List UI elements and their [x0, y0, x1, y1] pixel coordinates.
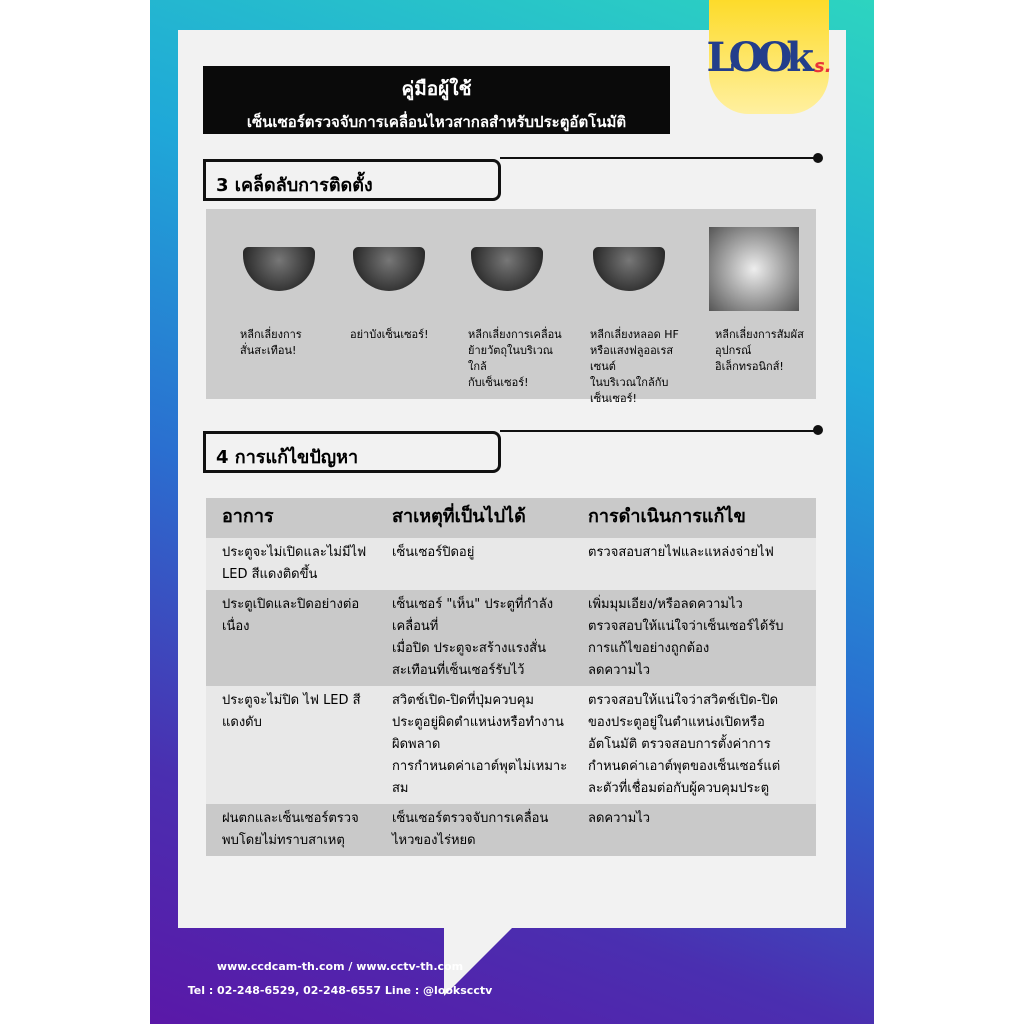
sensor-moving-objects-icon: [444, 229, 569, 309]
troubleshooting-table: [206, 498, 816, 856]
cell-line: ลดความไว: [588, 663, 651, 678]
cell-line: สม: [392, 781, 409, 796]
caption-line: หลีกเลี่ยงการ: [240, 328, 302, 341]
page-title: คู่มือผู้ใช้: [401, 78, 472, 100]
electronics-icon: [691, 229, 816, 309]
table-row: [206, 804, 816, 856]
caption-line: อย่าบังเซ็นเซอร์!: [350, 328, 429, 341]
cell-line: ละตัวที่เชื่อมต่อกับผู้ควบคุมประตู: [588, 781, 770, 796]
caption-line: อุปกรณ์อิเล็กทรอนิกส์!: [715, 344, 784, 373]
caption-line: หลีกเลี่ยงการเคลื่อน: [468, 328, 562, 341]
cell-line: การแก้ไขอย่างถูกต้อง: [588, 641, 710, 656]
section-title-troubleshooting: 4 การแก้ไขปัญหา: [203, 431, 501, 473]
divider-dot: [813, 153, 823, 163]
tip-caption: [216, 327, 341, 359]
header-symptom: อาการ: [222, 506, 274, 527]
cell-line: เคลื่อนที่: [392, 619, 439, 634]
cell-line: กำหนดค่าเอาต์พุตของเซ็นเซอร์แต่: [588, 759, 781, 774]
caption-line: หลีกเลี่ยงหลอด HF: [590, 328, 679, 341]
cause-cell: [376, 538, 578, 590]
cell-line: ไหวของไร่หยด: [392, 833, 476, 848]
header-banner: [203, 66, 670, 134]
cell-line: ของประตูอยู่ในตำแหน่งเปิดหรือ: [588, 715, 765, 730]
page-subtitle: เซ็นเซอร์ตรวจจับการเคลื่อนไหวสากลสำหรับประตูอัตโนมัติ: [246, 113, 627, 131]
action-cell: [578, 590, 816, 686]
table-row: [206, 590, 816, 686]
header-action: การดำเนินการแก้ไข: [588, 506, 746, 527]
cell-line: เมื่อปิด ประตูจะสร้างแรงสั่น: [392, 641, 547, 656]
table-row: [206, 538, 816, 590]
table-header: [206, 498, 816, 538]
caption-line: หรือแสงฟลูออเรสเซนต์: [590, 344, 674, 373]
cell-line: เซ็นเซอร์ "เห็น" ประตูที่กำลัง: [392, 597, 554, 612]
symptom-cell: [206, 804, 376, 856]
cell-line: สะเทือนที่เซ็นเซอร์รับไว้: [392, 663, 525, 678]
caption-line: กับเซ็นเซอร์!: [468, 376, 529, 389]
caption-line: ย้ายวัตถุในบริเวณใกล้: [468, 344, 553, 373]
tip-caption: [326, 327, 451, 343]
tip-item: [326, 229, 451, 343]
sensor-fluorescent-icon: [566, 229, 691, 309]
cell-line: แดงดับ: [222, 715, 262, 730]
footer-websites: www.ccdcam-th.com / www.cctv-th.com: [216, 960, 464, 973]
cell-line: ฝนตกและเซ็นเซอร์ตรวจ: [222, 811, 359, 826]
tip-item: [216, 229, 341, 359]
caption-line: หลีกเลี่ยงการสัมผัส: [715, 328, 804, 341]
caption-line: สั่นสะเทือน!: [240, 344, 297, 357]
tip-item: [691, 229, 816, 375]
divider-dot: [813, 425, 823, 435]
cell-line: เซ็นเซอร์ปิดอยู่: [392, 545, 475, 560]
footer-contact: Tel : 02-248-6529, 02-248-6557 Line : @lookscctv: [187, 984, 493, 997]
tip-caption: [566, 327, 691, 407]
tip-caption: [691, 327, 816, 375]
cell-line: ประตูอยู่ผิดตำแหน่งหรือทำงาน: [392, 715, 564, 730]
cell-line: LED สีแดงติดขึ้น: [222, 567, 318, 582]
cell-line: เซ็นเซอร์ตรวจจับการเคลื่อน: [392, 811, 549, 826]
cell-line: อัตโนมัติ ตรวจสอบการตั้งค่าการ: [588, 737, 771, 752]
cell-line: ตรวจสอบให้แน่ใจว่าสวิตช์เปิด-ปิด: [588, 693, 779, 708]
cause-cell: [376, 686, 578, 804]
footer: [150, 955, 530, 1003]
tip-item: [566, 229, 691, 407]
cell-line: การกำหนดค่าเอาต์พุตไม่เหมาะ: [392, 759, 568, 774]
cell-line: เพิ่มมุมเอียง/หรือลดความไว: [588, 597, 743, 612]
cause-cell: [376, 590, 578, 686]
cell-line: ตรวจสอบสายไฟและแหล่งจ่ายไฟ: [588, 545, 774, 560]
cell-line: ผิดพลาด: [392, 737, 441, 752]
divider: [500, 157, 818, 159]
sensor-vibration-icon: [216, 229, 341, 309]
divider: [500, 430, 818, 432]
table-row: [206, 686, 816, 804]
looks-logo: LOOk s.: [709, 0, 829, 114]
cell-line: ลดความไว: [588, 811, 651, 826]
action-cell: [578, 686, 816, 804]
cell-line: ประตูเปิดและปิดอย่างต่อ: [222, 597, 360, 612]
cell-line: พบโดยไม่ทราบสาเหตุ: [222, 833, 345, 848]
cell-line: เนื่อง: [222, 619, 250, 634]
symptom-cell: [206, 686, 376, 804]
caption-line: ในบริเวณใกล้กับเซ็นเซอร์!: [590, 376, 669, 405]
sensor-covered-icon: [326, 229, 451, 309]
cell-line: ประตูจะไม่เปิดและไม่มีไฟ: [222, 545, 367, 560]
section-title-installation-tips: 3 เคล็ดลับการติดตั้ง: [203, 159, 501, 201]
symptom-cell: [206, 590, 376, 686]
tip-item: [444, 229, 569, 391]
cell-line: ประตูจะไม่ปิด ไฟ LED สี: [222, 693, 361, 708]
cell-line: สวิตช์เปิด-ปิดที่ปุ่มควบคุม: [392, 693, 534, 708]
header-cause: สาเหตุที่เป็นไปได้: [392, 506, 526, 527]
action-cell: [578, 804, 816, 856]
installation-tips-panel: [206, 209, 816, 405]
cell-line: ตรวจสอบให้แน่ใจว่าเซ็นเซอร์ได้รับ: [588, 619, 784, 634]
action-cell: [578, 538, 816, 590]
symptom-cell: [206, 538, 376, 590]
cause-cell: [376, 804, 578, 856]
tip-caption: [444, 327, 569, 391]
